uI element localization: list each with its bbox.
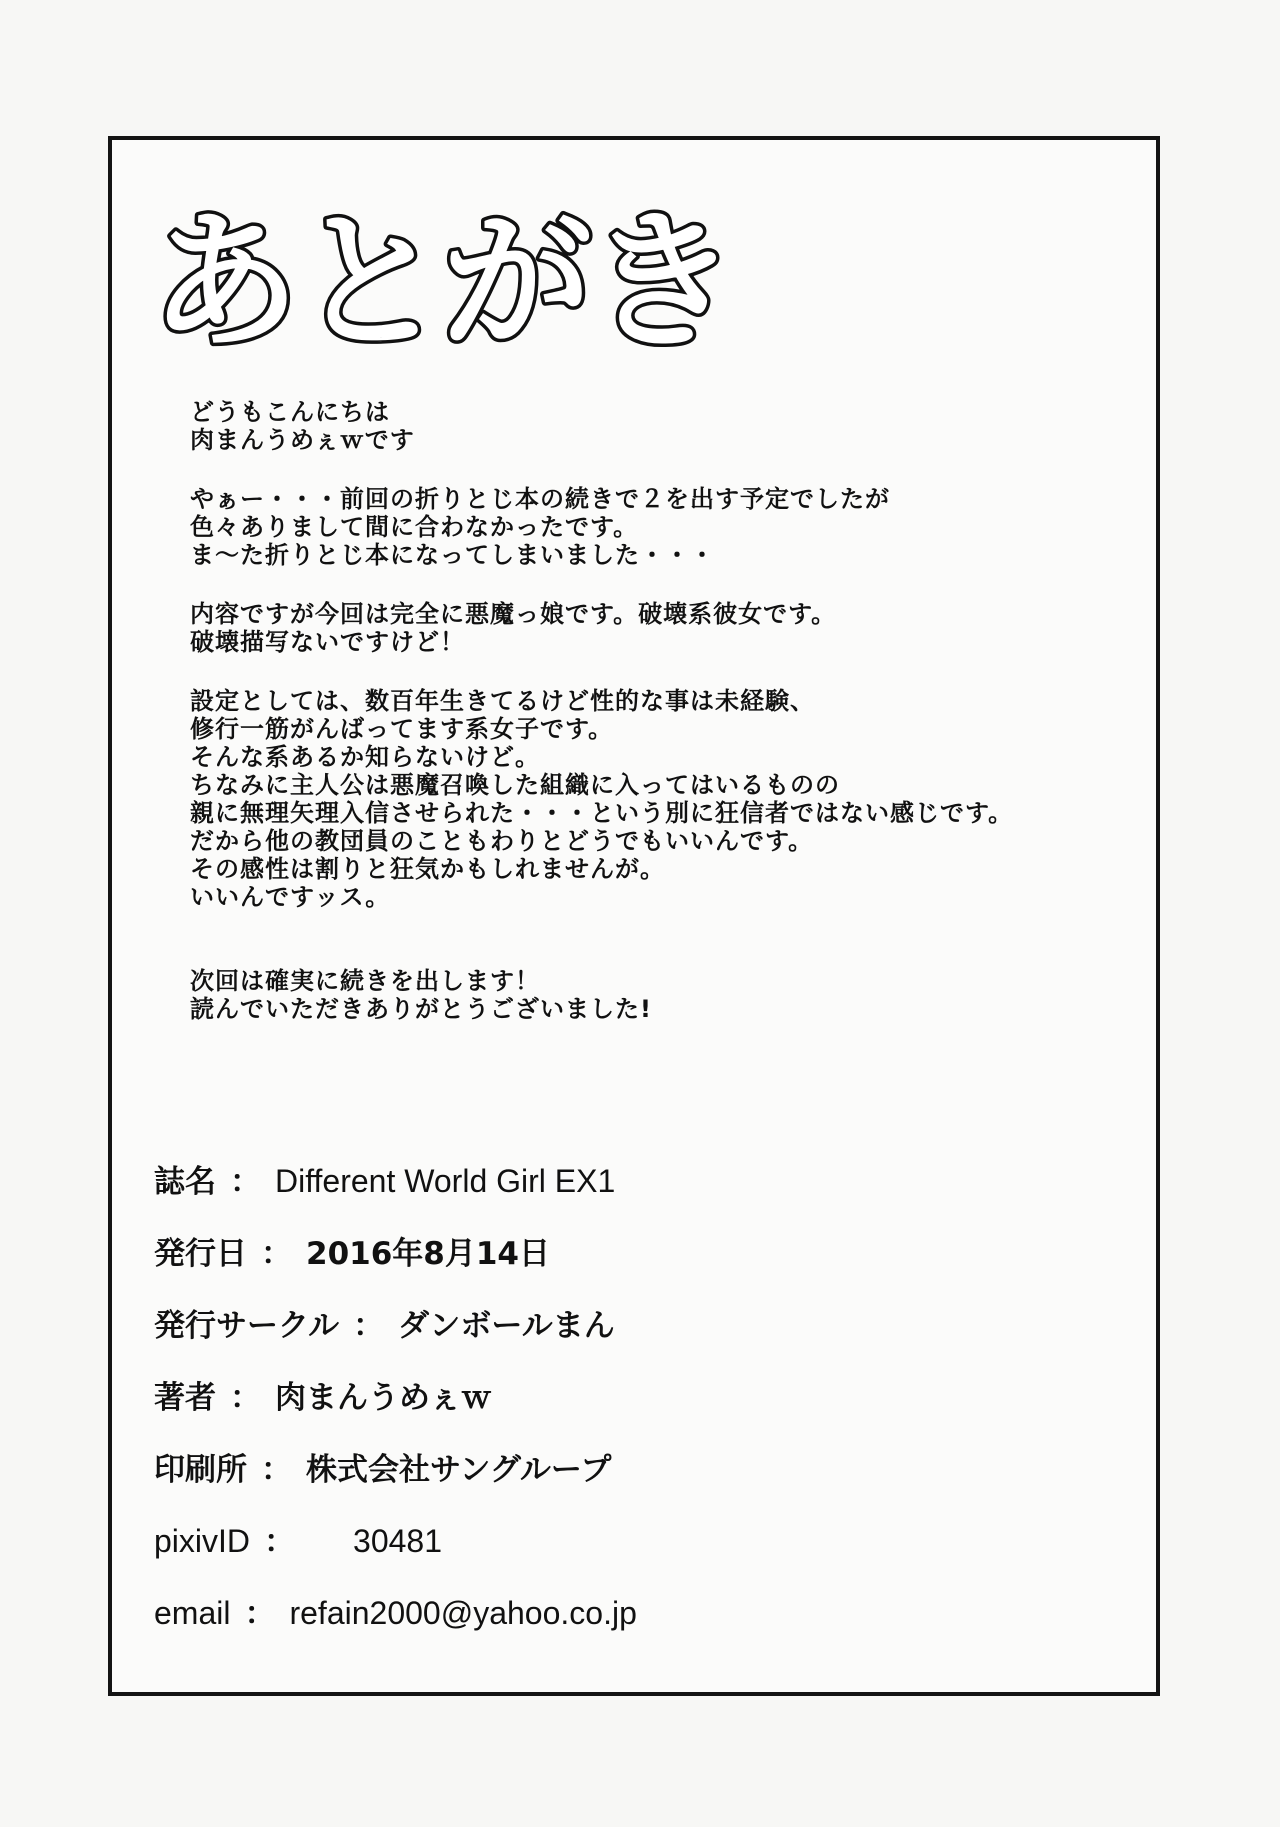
colophon-row-title [154,1156,1114,1228]
colophon-value: 30481 [353,1523,442,1559]
colophon-label: email [154,1595,231,1631]
paragraph-closing [190,967,1130,1023]
text-line: そんな系あるか知らないけど。 [190,743,540,771]
afterword-title [146,162,746,392]
page-frame [108,136,1160,1696]
text-line: だから他の教団員のこともわりとどうでもいいんです。 [190,827,814,855]
text-line: ま〜た折りとじ本になってしまいました・・・ [190,541,715,569]
text-line: 破壊描写ないですけど！ [190,628,465,656]
colophon-label: pixivID [154,1523,251,1559]
text-line: どうもこんにちは [190,398,390,426]
text-line: 内容ですが今回は完全に悪魔っ娘です。破壊系彼女です。 [190,600,837,628]
colophon-row-date [154,1228,1114,1300]
colophon-value: 株式会社サングループ [306,1452,612,1488]
text-line: 設定としては、数百年生きてるけど性的な事は未経験、 [190,687,815,715]
colophon-separator: ： [244,1596,276,1632]
colophon-row-circle [154,1300,1114,1372]
afterword-title-text: あとがき [150,196,735,370]
paragraph-content [190,600,1130,656]
paragraph-greeting [190,398,1130,454]
text-line: 修行一筋がんばってます系女子です。 [190,715,614,743]
colophon-label: 発行サークル [154,1308,340,1344]
text-line: 親に無理矢理入信させられた・・・という別に狂信者ではない感じです。 [190,799,1014,827]
colophon-label: 印刷所 [154,1452,247,1488]
text-line: その感性は割りと狂気かもしれませんが。 [190,855,665,883]
colophon-separator: ： [230,1380,261,1416]
colophon-row-pixiv [154,1516,1114,1588]
text-line: 次回は確実に続きを出します！ [190,967,540,995]
colophon-separator: ： [230,1164,261,1200]
colophon-separator: ： [353,1308,385,1344]
colophon [154,1156,1114,1660]
colophon-row-author [154,1372,1114,1444]
colophon-value: refain2000@yahoo.co.jp [289,1595,637,1631]
paragraph-apology [190,485,1130,569]
text-line: ちなみに主人公は悪魔召喚した組織に入ってはいるものの [190,771,840,799]
colophon-value: ダンボールまん [398,1308,615,1344]
colophon-row-printer [154,1444,1114,1516]
colophon-value: 肉まんうめぇｗ [275,1380,492,1416]
colophon-separator: ： [261,1236,292,1272]
colophon-label: 誌名 [154,1164,216,1200]
text-line: 色々ありまして間に合わなかったです。 [190,513,639,541]
colophon-value: 2016年8月14日 [306,1236,550,1272]
colophon-label: 著者 [154,1380,216,1416]
colophon-separator: ： [261,1452,292,1488]
text-line: やぁー・・・前回の折りとじ本の続きで２を出す予定でしたが [190,485,890,513]
afterword-body [190,398,1130,1054]
text-line: 肉まんうめぇｗです [190,426,415,454]
text-line: いいんですッス。 [190,883,391,911]
colophon-value: Different World Girl EX1 [275,1163,616,1199]
colophon-separator: ： [264,1524,296,1560]
text-line: 読んでいただきありがとうございました! [190,995,652,1023]
colophon-row-email [154,1588,1114,1660]
colophon-label: 発行日 [154,1236,247,1272]
paragraph-setting [190,687,1130,911]
